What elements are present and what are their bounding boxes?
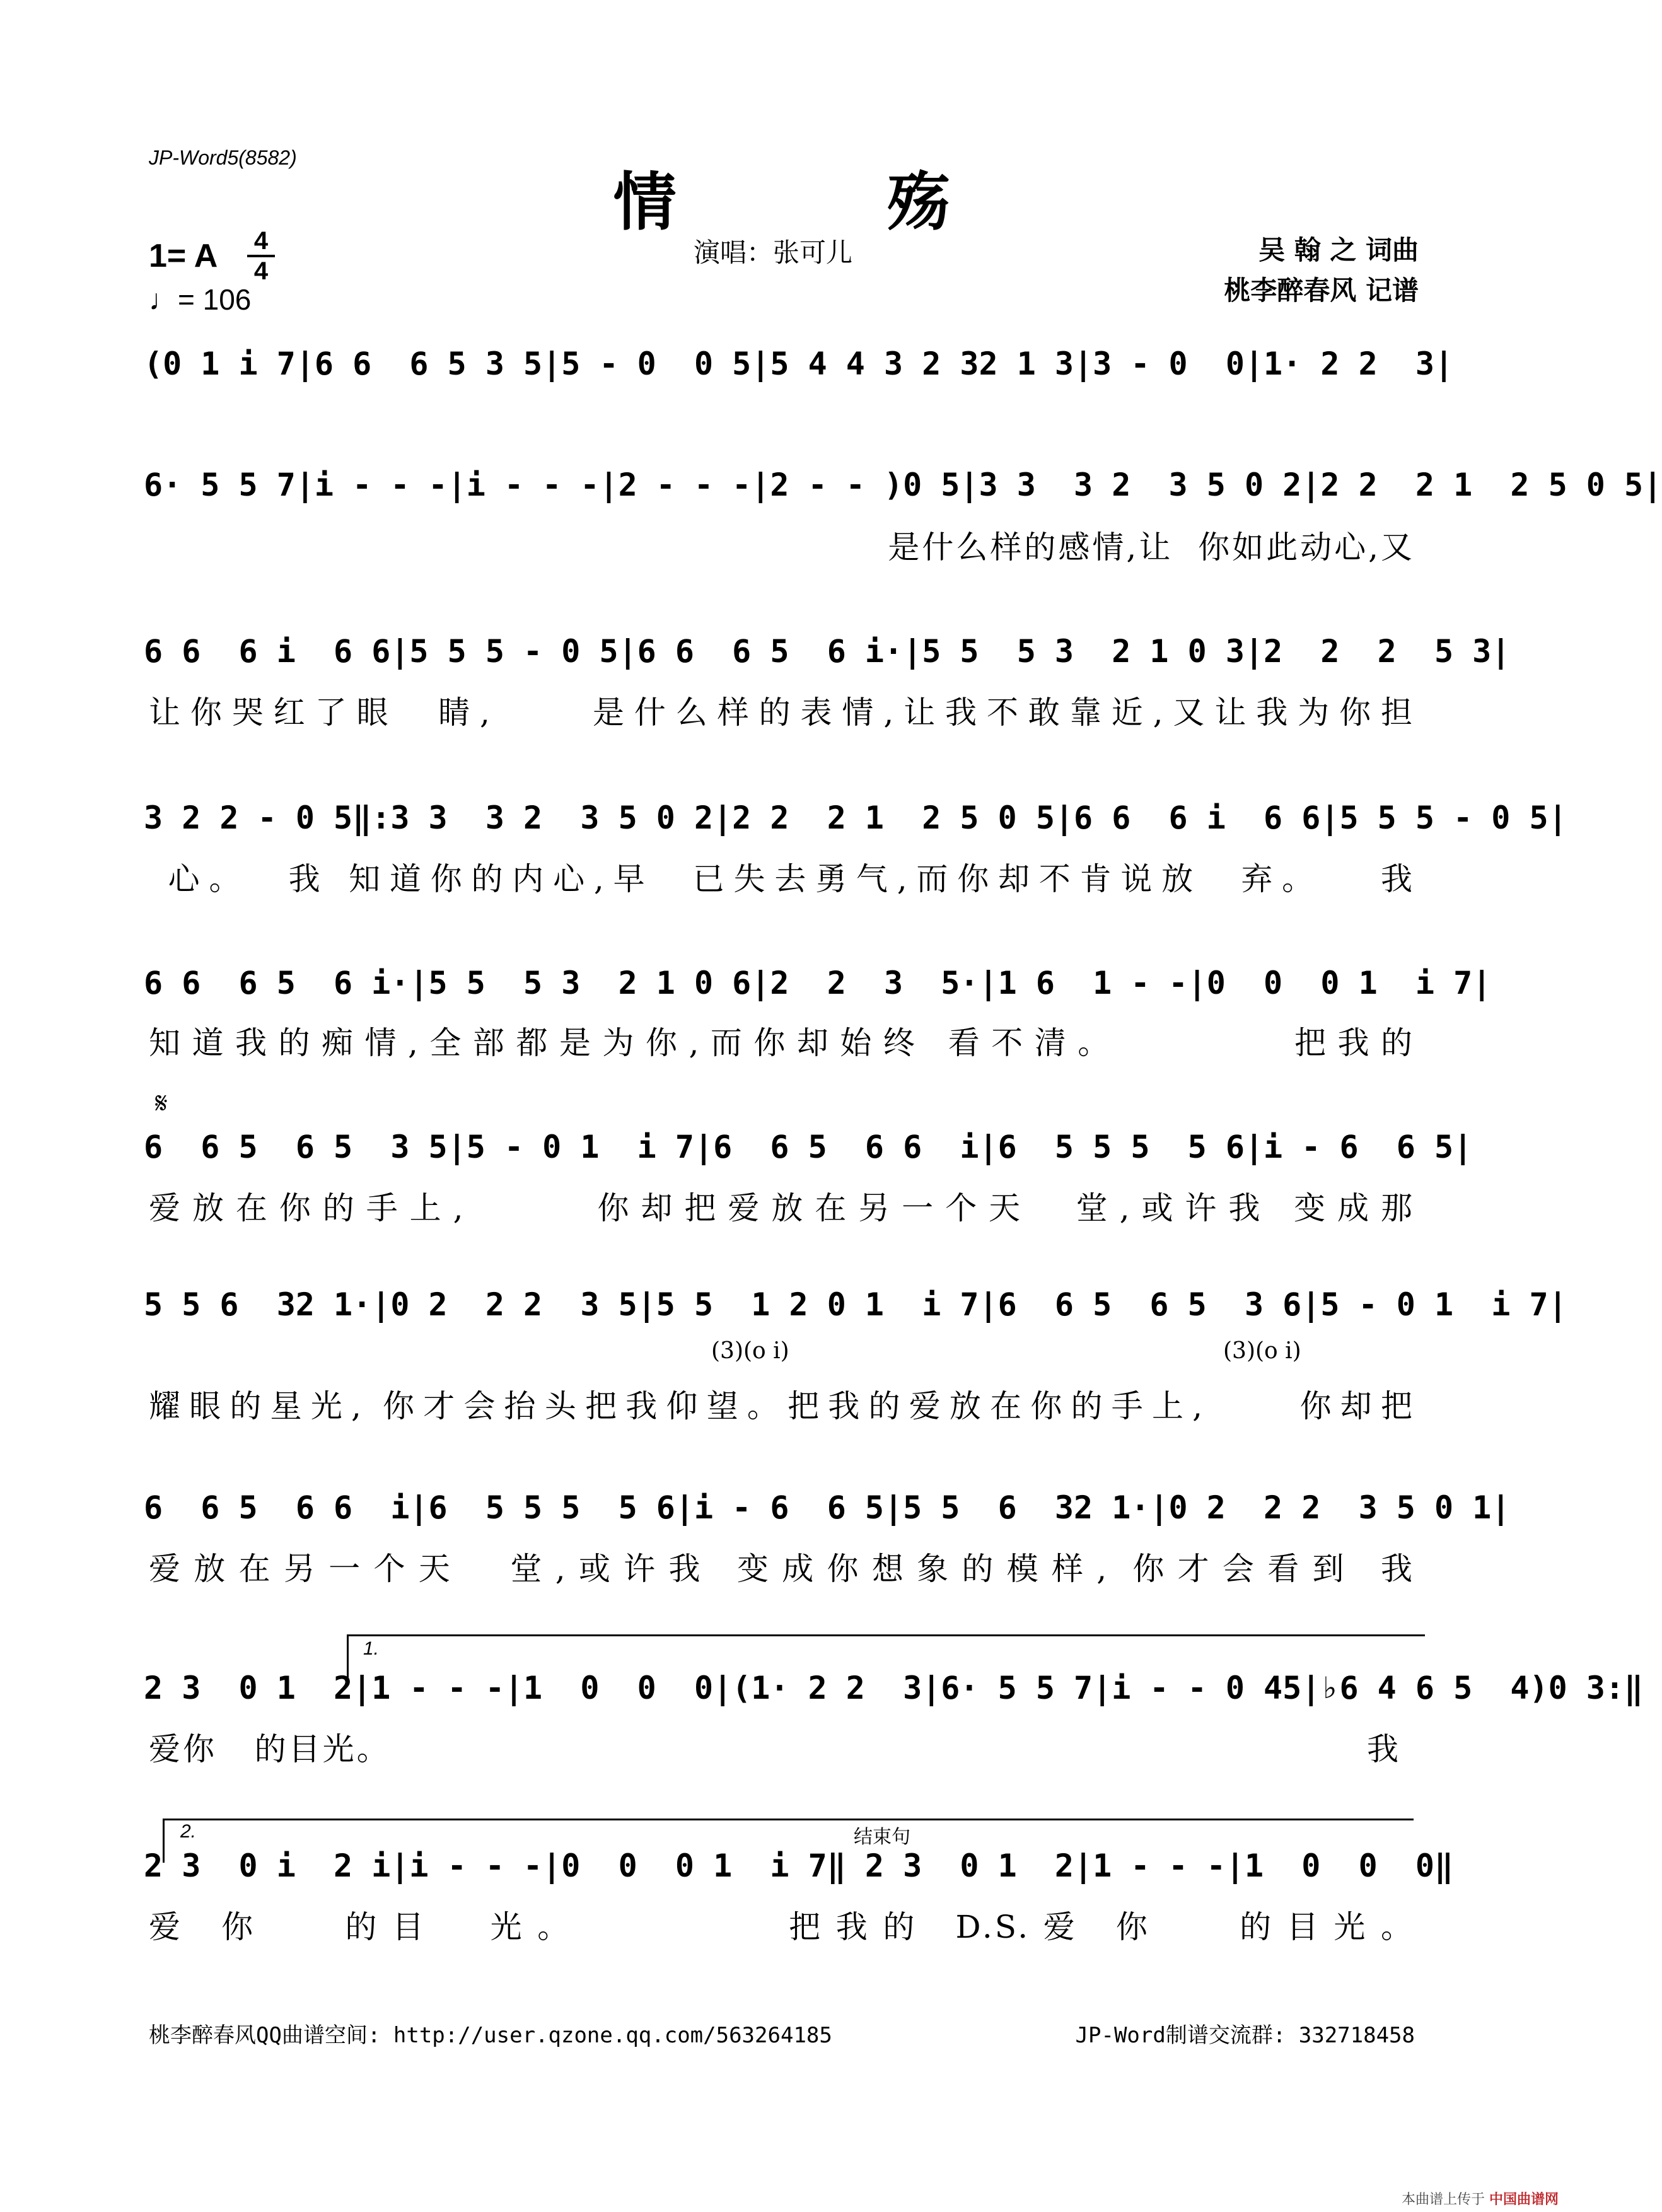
coda-bracket: [839, 1819, 1414, 1820]
software-label: JP-Word5(8582): [149, 146, 297, 169]
notation-line-3: 6 6 6 i 6 6|5 5 5 - 0 5|6 6 6 5 6 i·|5 5 5 3 2 1 0 3|2 2 2 5 3|: [144, 633, 1511, 670]
lyric-line-9-end: 我: [1367, 1731, 1401, 1767]
upload-watermark-site: 中国曲谱网: [1489, 2192, 1559, 2208]
upload-watermark-prefix: 本曲谱上传于: [1401, 2192, 1485, 2208]
transcriber-credit: 桃李醉春风 记谱: [1224, 275, 1419, 306]
volta-1-bracket: [347, 1634, 1425, 1636]
time-signature-bottom: 4: [253, 257, 269, 285]
time-signature-top: 4: [253, 227, 269, 255]
notation-line-5: 6 6 6 5 6 i·|5 5 5 3 2 1 0 6|2 2 3 5·|1 6 1 - -|0 0 0 1 i 7|: [144, 965, 1492, 1001]
lyric-line-3: 让你哭红了眼 睛, 是什么样的表情,让我不敢靠近,又让我为你担: [149, 694, 1415, 731]
alternate-notes-2: (3)(o i): [1223, 1338, 1301, 1364]
lyric-line-8: 爱放在另一个天 堂,或许我 变成你想象的模样, 你才会看到 我: [149, 1551, 1415, 1587]
lyric-line-2: 是什么样的感情,让 你如此动心,又: [888, 529, 1415, 566]
notation-line-4: 3 2 2 - 0 5‖:3 3 3 2 3 5 0 2|2 2 2 1 2 5 0 5|6 6 6 i 6 6|5 5 5 - 0 5|: [144, 800, 1567, 836]
key-signature: 1= A: [149, 238, 218, 274]
notation-line-9: 2 3 0 1 2|1 - - -|1 0 0 0|(1· 2 2 3|6· 5 5 7|i - - 0 45|♭6 4 6 5 4)0 3:‖: [144, 1670, 1644, 1706]
notation-line-2: 6· 5 5 7|i - - -|i - - -|2 - - -|2 - - )0 5|3 3 3 2 3 5 0 2|2 2 2 1 2 5 0 5|: [144, 467, 1662, 503]
lyricist-composer-credit: 吴 翰 之 词曲: [1258, 235, 1419, 265]
lyric-line-7: 耀眼的星光, 你才会抬头把我仰望。把我的爱放在你的手上, 你却把: [149, 1388, 1415, 1424]
notation-line-6: 6 6 5 6 5 3 5|5 - 0 1 i 7|6 6 5 6 6 i|6 5 5 5 5 6|i - 6 6 5|: [144, 1129, 1473, 1165]
lyric-line-9: 爱你 的目光。: [149, 1731, 391, 1767]
lyric-line-5: 知道我的痴情,全部都是为你,而你却始终 看不清。 把我的: [149, 1025, 1415, 1061]
volta-1-label: 1.: [363, 1638, 380, 1659]
alternate-notes-1: (3)(o i): [711, 1338, 789, 1364]
lyric-line-4: 心。 我 知道你的内心,早 已失去勇气,而你却不肯说放 弃。 我: [149, 861, 1415, 897]
volta-2-bracket: [163, 1819, 839, 1820]
notation-line-8: 6 6 5 6 6 i|6 5 5 5 5 6|i - 6 6 5|5 5 6 32 1·|0 2 2 2 3 5 0 1|: [144, 1489, 1511, 1526]
volta-2-label: 2.: [180, 1821, 197, 1842]
time-signature: [247, 228, 275, 284]
lyric-line-10: 爱 你 的目 光。 把我的 D.S.爱 你 的目光。: [149, 1909, 1415, 1945]
coda-label: 结束句: [854, 1826, 910, 1848]
lyric-line-6: 爱放在你的手上, 你却把爱放在另一个天 堂,或许我 变成那: [149, 1190, 1415, 1226]
upload-watermark: [1402, 2189, 1559, 2208]
notation-line-10: 2 3 0 i 2 i|i - - -|0 0 0 1 i 7‖ 2 3 0 1 2|1 - - -|1 0 0 0‖: [144, 1848, 1454, 1884]
notation-line-1: (0 1 i 7|6 6 6 5 3 5|5 - 0 0 5|5 4 4 3 2 32 1 3|3 - 0 0|1· 2 2 3|: [144, 346, 1454, 382]
footer-qzone-link[interactable]: 桃李醉春风QQ曲谱空间: http://user.qzone.qq.com/563264185: [149, 2023, 832, 2048]
notation-line-7: 5 5 6 32 1·|0 2 2 2 3 5|5 5 1 2 0 1 i 7|6 6 5 6 5 3 6|5 - 0 1 i 7|: [144, 1286, 1567, 1323]
singer-credit: 演唱：张可儿: [694, 237, 853, 268]
page-title: 情 殇: [613, 165, 1045, 239]
segno-sign: 𝄋: [155, 1086, 168, 1120]
tempo-mark: ♩= 106: [149, 283, 252, 316]
footer-group-info: JP-Word制谱交流群: 332718458: [1075, 2023, 1415, 2048]
